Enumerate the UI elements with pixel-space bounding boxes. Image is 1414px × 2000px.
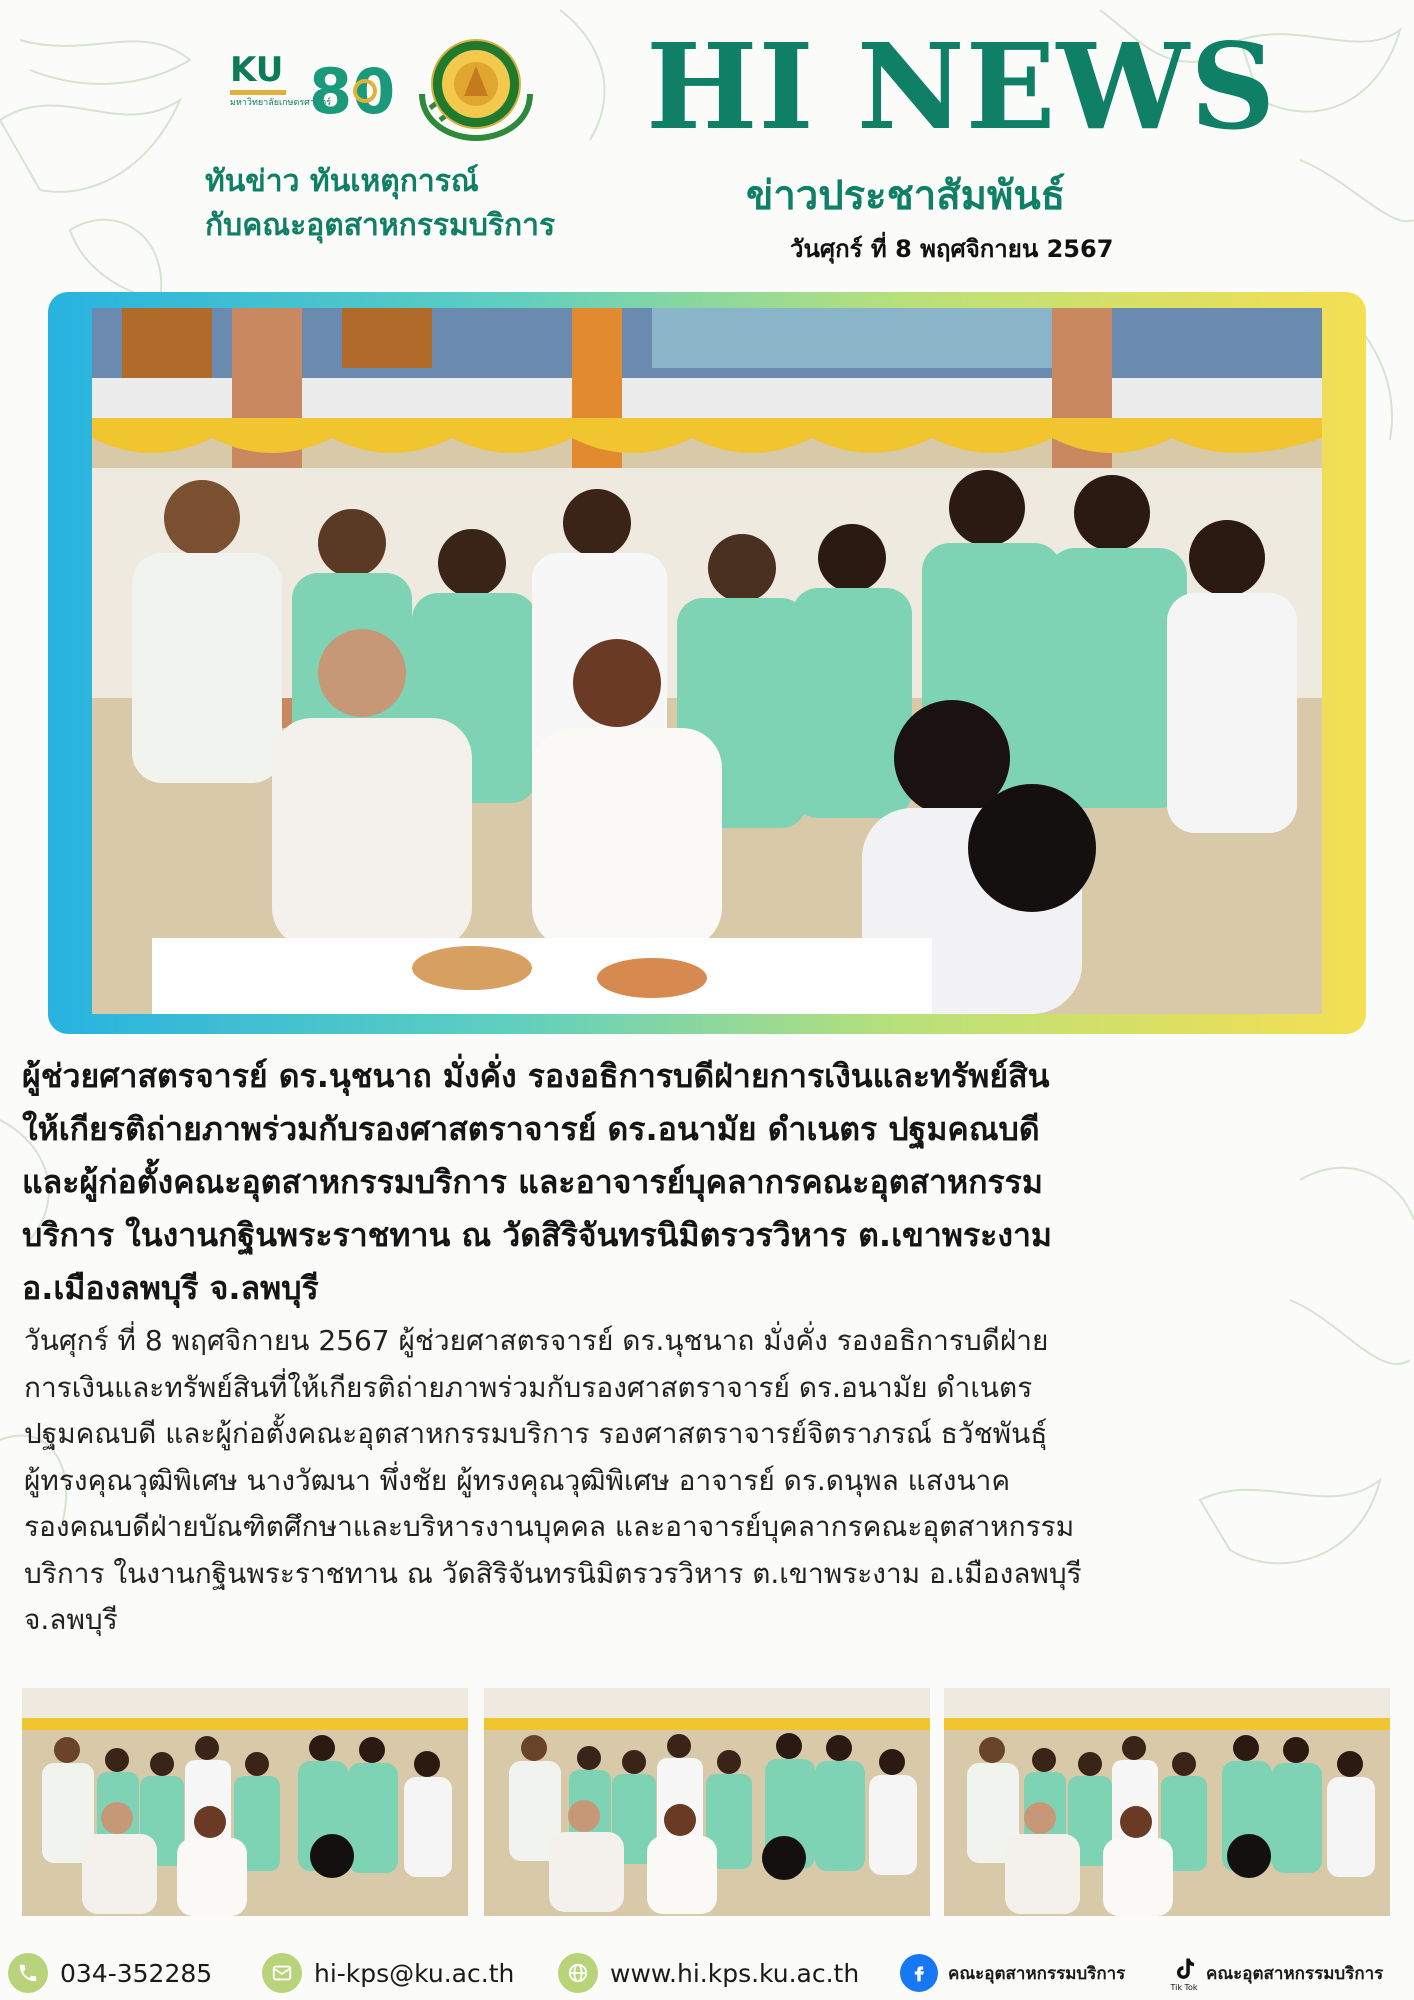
thumbnail-photo-3[interactable] [944, 1688, 1390, 1916]
tiktok-logo [1170, 1955, 1198, 1992]
mail-icon [262, 1953, 302, 1993]
newsletter-title: HI NEWS [646, 17, 1277, 156]
faculty-seal-logo [412, 34, 540, 142]
body-line: การเงินและทรัพย์สินที่ให้เกียรติถ่ายภาพร่วมกับรองศาสตราจารย์ ดร.อนามัย ดำเนตร [24, 1370, 1033, 1404]
tiktok-caption: Tik Tok [1170, 1982, 1198, 1992]
tiktok-account-name: คณะอุตสาหกรรมบริการ [1206, 1963, 1384, 1984]
footer-website[interactable] [558, 1952, 859, 1994]
tagline-line-1: ทันข่าว ทันเหตุการณ์ [205, 164, 479, 199]
tagline [205, 160, 605, 248]
thumbnail-illustration [484, 1688, 930, 1916]
footer-tiktok[interactable] [1170, 1952, 1383, 1994]
ku-logo-bar [230, 90, 286, 95]
footer-email[interactable] [262, 1952, 514, 1994]
phone-number: 034-352285 [60, 1958, 213, 1988]
email-address: hi-kps@ku.ac.th [314, 1958, 515, 1988]
thumbnail-photo-2[interactable] [484, 1688, 930, 1916]
thumbnail-photo-1[interactable] [22, 1688, 468, 1916]
globe-icon [558, 1953, 598, 1993]
website-url: www.hi.kps.ku.ac.th [610, 1958, 860, 1988]
headline-line: บริการ ในงานกฐินพระราชทาน ณ วัดสิริจันทรนิมิตรวรวิหาร ต.เขาพระงาม [22, 1216, 1052, 1254]
article-body [24, 1318, 1394, 1644]
tagline-line-2: กับคณะอุตสาหกรรมบริการ [205, 208, 556, 243]
issue-date: วันศุกร์ ที่ 8 พฤศจิกายน 2567 [790, 235, 1114, 263]
headline-line: อ.เมืองลพบุรี จ.ลพบุรี [22, 1269, 319, 1307]
anniversary-80-logo [305, 55, 396, 128]
body-line: วันศุกร์ ที่ 8 พฤศจิกายน 2567 ผู้ช่วยศาสตรจารย์ ดร.นุชนาถ มั่งคั่ง รองอธิการบดีฝ่าย [24, 1324, 1049, 1357]
main-photo [92, 308, 1322, 1014]
newsletter-subtitle: ข่าวประชาสัมพันธ์ [746, 173, 1066, 219]
tiktok-icon [1170, 1955, 1198, 1983]
footer-phone[interactable] [8, 1952, 212, 1994]
headline-line: ให้เกียรติถ่ายภาพร่วมกับรองศาสตราจารย์ ดร.อนามัย ดำเนตร ปฐมคณบดี [22, 1110, 1040, 1148]
ku-logo-subtext: มหาวิทยาลัยเกษตรศาสตร์ [230, 98, 332, 108]
body-line: ผู้ทรงคุณวุฒิพิเศษ นางวัฒนา พึ่งชัย ผู้ทรงคุณวุฒิพิเศษ อาจารย์ ดร.ดนุพล แสงนาค [24, 1463, 1011, 1497]
facebook-icon [900, 1954, 938, 1992]
body-line: บริการ ในงานกฐินพระราชทาน ณ วัดสิริจันทรนิมิตรวรวิหาร ต.เขาพระงาม อ.เมืองลพบุรี [24, 1556, 1082, 1590]
headline [22, 1050, 1397, 1315]
body-line: ปฐมคณบดี และผู้ก่อตั้งคณะอุตสาหกรรมบริการ รองศาสตราจารย์จิตราภรณ์ ธวัชพันธุ์ [24, 1417, 1048, 1450]
thumbnail-illustration [944, 1688, 1390, 1916]
thumbnail-illustration [22, 1688, 468, 1916]
header [0, 0, 1414, 290]
body-line: จ.ลพบุรี [24, 1603, 118, 1636]
ku-logo-text: KU [230, 50, 284, 90]
main-photo-illustration [92, 308, 1322, 1014]
footer-facebook[interactable] [900, 1952, 1125, 1994]
anniversary-80-text: 80 [309, 55, 396, 128]
headline-line: ผู้ช่วยศาสตรจารย์ ดร.นุชนาถ มั่งคั่ง รองอธิการบดีฝ่ายการเงินและทรัพย์สิน [22, 1057, 1050, 1095]
headline-line: และผู้ก่อตั้งคณะอุตสาหกรรมบริการ และอาจารย์บุคลากรคณะอุตสาหกรรม [22, 1163, 1043, 1201]
facebook-page-name: คณะอุตสาหกรรมบริการ [948, 1963, 1126, 1984]
footer-contact-bar [0, 1944, 1414, 2000]
body-line: รองคณบดีฝ่ายบัณฑิตศึกษาและบริหารงานบุคคล และอาจารย์บุคลากรคณะอุตสาหกรรม [24, 1510, 1075, 1543]
ku-logo [230, 50, 332, 122]
phone-icon [8, 1953, 48, 1993]
